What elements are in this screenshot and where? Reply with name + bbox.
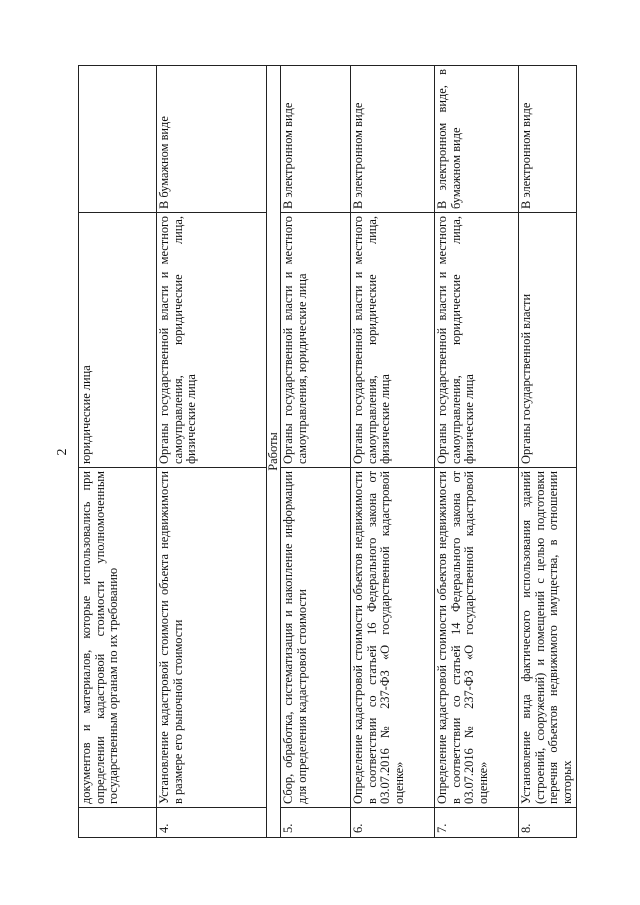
row-number: 8. bbox=[519, 808, 577, 838]
recipients: Органы государственной власти и местного самоуправления, юридические лица, физические лица bbox=[157, 213, 267, 468]
recipients: Органы государственной власти и местного самоуправления, юридические лица bbox=[281, 213, 351, 468]
row-number bbox=[79, 808, 157, 838]
row-number: 4. bbox=[157, 808, 267, 838]
result-form: В электронном виде, в бумажном виде bbox=[435, 66, 519, 213]
table-row bbox=[519, 66, 577, 838]
page-number-wrap bbox=[48, 66, 78, 838]
result-form: В электронном виде bbox=[519, 66, 577, 213]
row-number: 7. bbox=[435, 808, 519, 838]
section-header-row bbox=[267, 66, 281, 838]
work-description: Установление кадастровой стоимости объекта недвижимости в размере его рыночной стоимости bbox=[157, 468, 267, 808]
recipients: юридические лица bbox=[79, 213, 157, 468]
table-row bbox=[79, 66, 157, 838]
result-form: В электронном виде bbox=[281, 66, 351, 213]
work-description: Определение кадастровой стоимости объектов недвижимости в соответствии со статьей 16 Федерального закона от 03.07.2016 № 237-ФЗ «О государственной кадастровой оценке» bbox=[351, 468, 435, 808]
rotated-page-sheet bbox=[78, 66, 574, 838]
section-title: Работы bbox=[267, 66, 281, 838]
row-number: 5. bbox=[281, 808, 351, 838]
row-number: 6. bbox=[351, 808, 435, 838]
work-description: документов и материалов, которые использовались при определении кадастровой стоимости уполномоченным государственным органам по их требованию bbox=[79, 468, 157, 808]
result-form: В электронном виде bbox=[351, 66, 435, 213]
recipients: Органы государственной власти и местного самоуправления, юридические лица, физические лица bbox=[435, 213, 519, 468]
table-row bbox=[157, 66, 267, 838]
recipients: Органы государственной власти bbox=[519, 213, 577, 468]
work-description: Определение кадастровой стоимости объектов недвижимости в соответствии со статьей 14 Федерального закона от 03.07.2016 № 237-ФЗ «О государственной кадастровой оценке» bbox=[435, 468, 519, 808]
work-description: Установление вида фактического использования зданий (строений, сооружений) и помещений с целью подготовки перечня объектов недвижимого имущества, в отношении которых bbox=[519, 468, 577, 808]
table-row bbox=[281, 66, 351, 838]
work-description: Сбор, обработка, систематизация и накопление информации для определения кадастровой стоимости bbox=[281, 468, 351, 808]
table-row bbox=[435, 66, 519, 838]
page-number: 2 bbox=[55, 448, 70, 456]
recipients: Органы государственной власти и местного самоуправления, юридические лица, физические лица bbox=[351, 213, 435, 468]
services-table bbox=[78, 65, 577, 838]
result-form bbox=[79, 66, 157, 213]
result-form: В бумажном виде bbox=[157, 66, 267, 213]
table-row bbox=[351, 66, 435, 838]
